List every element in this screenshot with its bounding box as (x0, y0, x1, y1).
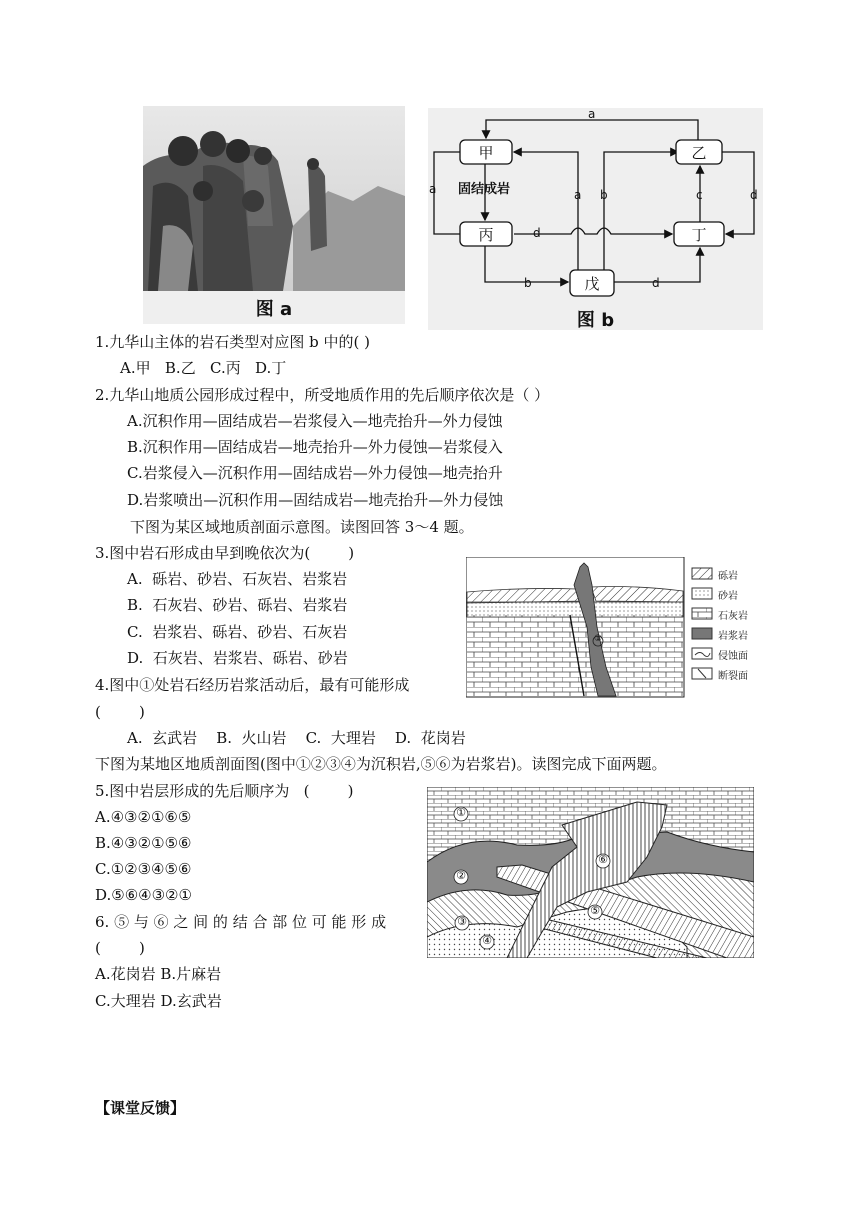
section-q3-q4 (466, 557, 766, 702)
q3-option-c: C. 岩浆岩、砾岩、砂岩、石灰岩 (127, 623, 348, 641)
intro-q5-q6: 下图为某地区地质剖面图(图中①②③④为沉积岩,⑤⑥为岩浆岩)。读图完成下面两题。 (95, 755, 667, 773)
q3-option-a: A. 砾岩、砂岩、石灰岩、岩浆岩 (127, 570, 348, 588)
q4-options: A. 玄武岩 B. 火山岩 C. 大理岩 D. 花岗岩 (127, 729, 466, 747)
q2-option-a: A.沉积作用—固结成岩—岩浆侵入—地壳抬升—外力侵蚀 (127, 412, 503, 430)
arrow-label-d-bing: d (533, 226, 541, 240)
q2-option-d: D.岩浆喷出—沉积作用—固结成岩—地壳抬升—外力侵蚀 (127, 491, 504, 509)
arrow-label-a-mid: a (574, 188, 582, 202)
q5-option-a: A.④③②①⑥⑤ (95, 808, 192, 826)
legend-limestone: 石灰岩 (718, 611, 748, 622)
layer-4-label: ④ (482, 934, 492, 947)
intro-q3-q4: 下图为某区域地质剖面示意图。读图回答 3～4 题。 (130, 518, 474, 536)
section-q5-q6 (427, 787, 754, 958)
q3-stem: 3.图中岩石形成由早到晚依次为( ) (95, 544, 355, 562)
section-q3-q4-marker: ① (594, 634, 603, 644)
arrow-label-b-bottom: b (524, 276, 532, 290)
legend-sandstone: 砂岩 (718, 591, 738, 602)
q6-options-ab: A.花岗岩 B.片麻岩 (95, 965, 222, 983)
figure-b-caption: 图 b (576, 310, 615, 331)
figure-a (143, 106, 405, 324)
node-bing-label: 丙 (478, 226, 494, 244)
node-wu-label: 戊 (584, 275, 600, 293)
layer-5-label: ⑤ (590, 904, 600, 917)
legend-erosion-surface: 侵蚀面 (718, 651, 748, 662)
figure-b (428, 108, 763, 330)
q6-stem: 6. ⑤ 与 ⑥ 之 间 的 结 合 部 位 可 能 形 成 (95, 913, 387, 931)
layer-2-label: ② (456, 869, 466, 882)
consolidation-label: 固结成岩 (458, 182, 511, 197)
arrow-label-d-bottom: d (652, 276, 660, 290)
arrow-label-a-left: a (429, 182, 437, 196)
arrow-label-a-top: a (588, 107, 596, 121)
legend-conglomerate: 砾岩 (718, 571, 738, 582)
node-jia-label: 甲 (478, 144, 494, 162)
q5-option-d: D.⑤⑥④③②① (95, 886, 192, 904)
legend-fault: 断裂面 (718, 671, 748, 682)
feedback-heading: 【课堂反馈】 (95, 1099, 186, 1117)
q3-option-d: D. 石灰岩、岩浆岩、砾岩、砂岩 (127, 649, 348, 667)
arrow-label-b-mid: b (600, 188, 608, 202)
legend-magmatic: 岩浆岩 (718, 631, 748, 642)
arrow-label-c: c (696, 188, 703, 202)
q4-paren: ( ) (95, 703, 145, 721)
q4-stem: 4.图中①处岩石经历岩浆活动后，最有可能形成 (95, 676, 410, 694)
q5-option-b: B.④③②①⑤⑥ (95, 834, 192, 852)
node-yi-label: 乙 (691, 144, 707, 162)
arrow-label-d-right: d (750, 188, 758, 202)
q2-stem: 2.九华山地质公园形成过程中，所受地质作用的先后顺序依次是（ ） (95, 386, 550, 404)
q6-paren: ( ) (95, 939, 145, 957)
layer-1-label: ① (456, 806, 466, 819)
layer-6-label: ⑥ (598, 853, 608, 866)
section-q5-q6-diagram (427, 787, 754, 958)
q5-stem: 5.图中岩层形成的先后顺序为 ( ) (95, 782, 354, 800)
q5-option-c: C.①②③④⑤⑥ (95, 860, 192, 878)
q2-option-c: C.岩浆侵入—沉积作用—固结成岩—外力侵蚀—地壳抬升 (127, 464, 503, 482)
q3-option-b: B. 石灰岩、砂岩、砾岩、岩浆岩 (127, 596, 348, 614)
q1-stem: 1.九华山主体的岩石类型对应图 b 中的( ) (95, 333, 370, 351)
figure-a-caption: 图 a (255, 299, 293, 320)
node-ding-label: 丁 (691, 226, 707, 244)
mountain-photo (143, 106, 405, 291)
q2-option-b: B.沉积作用—固结成岩—地壳抬升—外力侵蚀—岩浆侵入 (127, 438, 503, 456)
q1-options: A.甲 B.乙 C.丙 D.丁 (120, 359, 287, 377)
q6-options-cd: C.大理岩 D.玄武岩 (95, 992, 222, 1010)
layer-3-label: ③ (457, 915, 467, 928)
